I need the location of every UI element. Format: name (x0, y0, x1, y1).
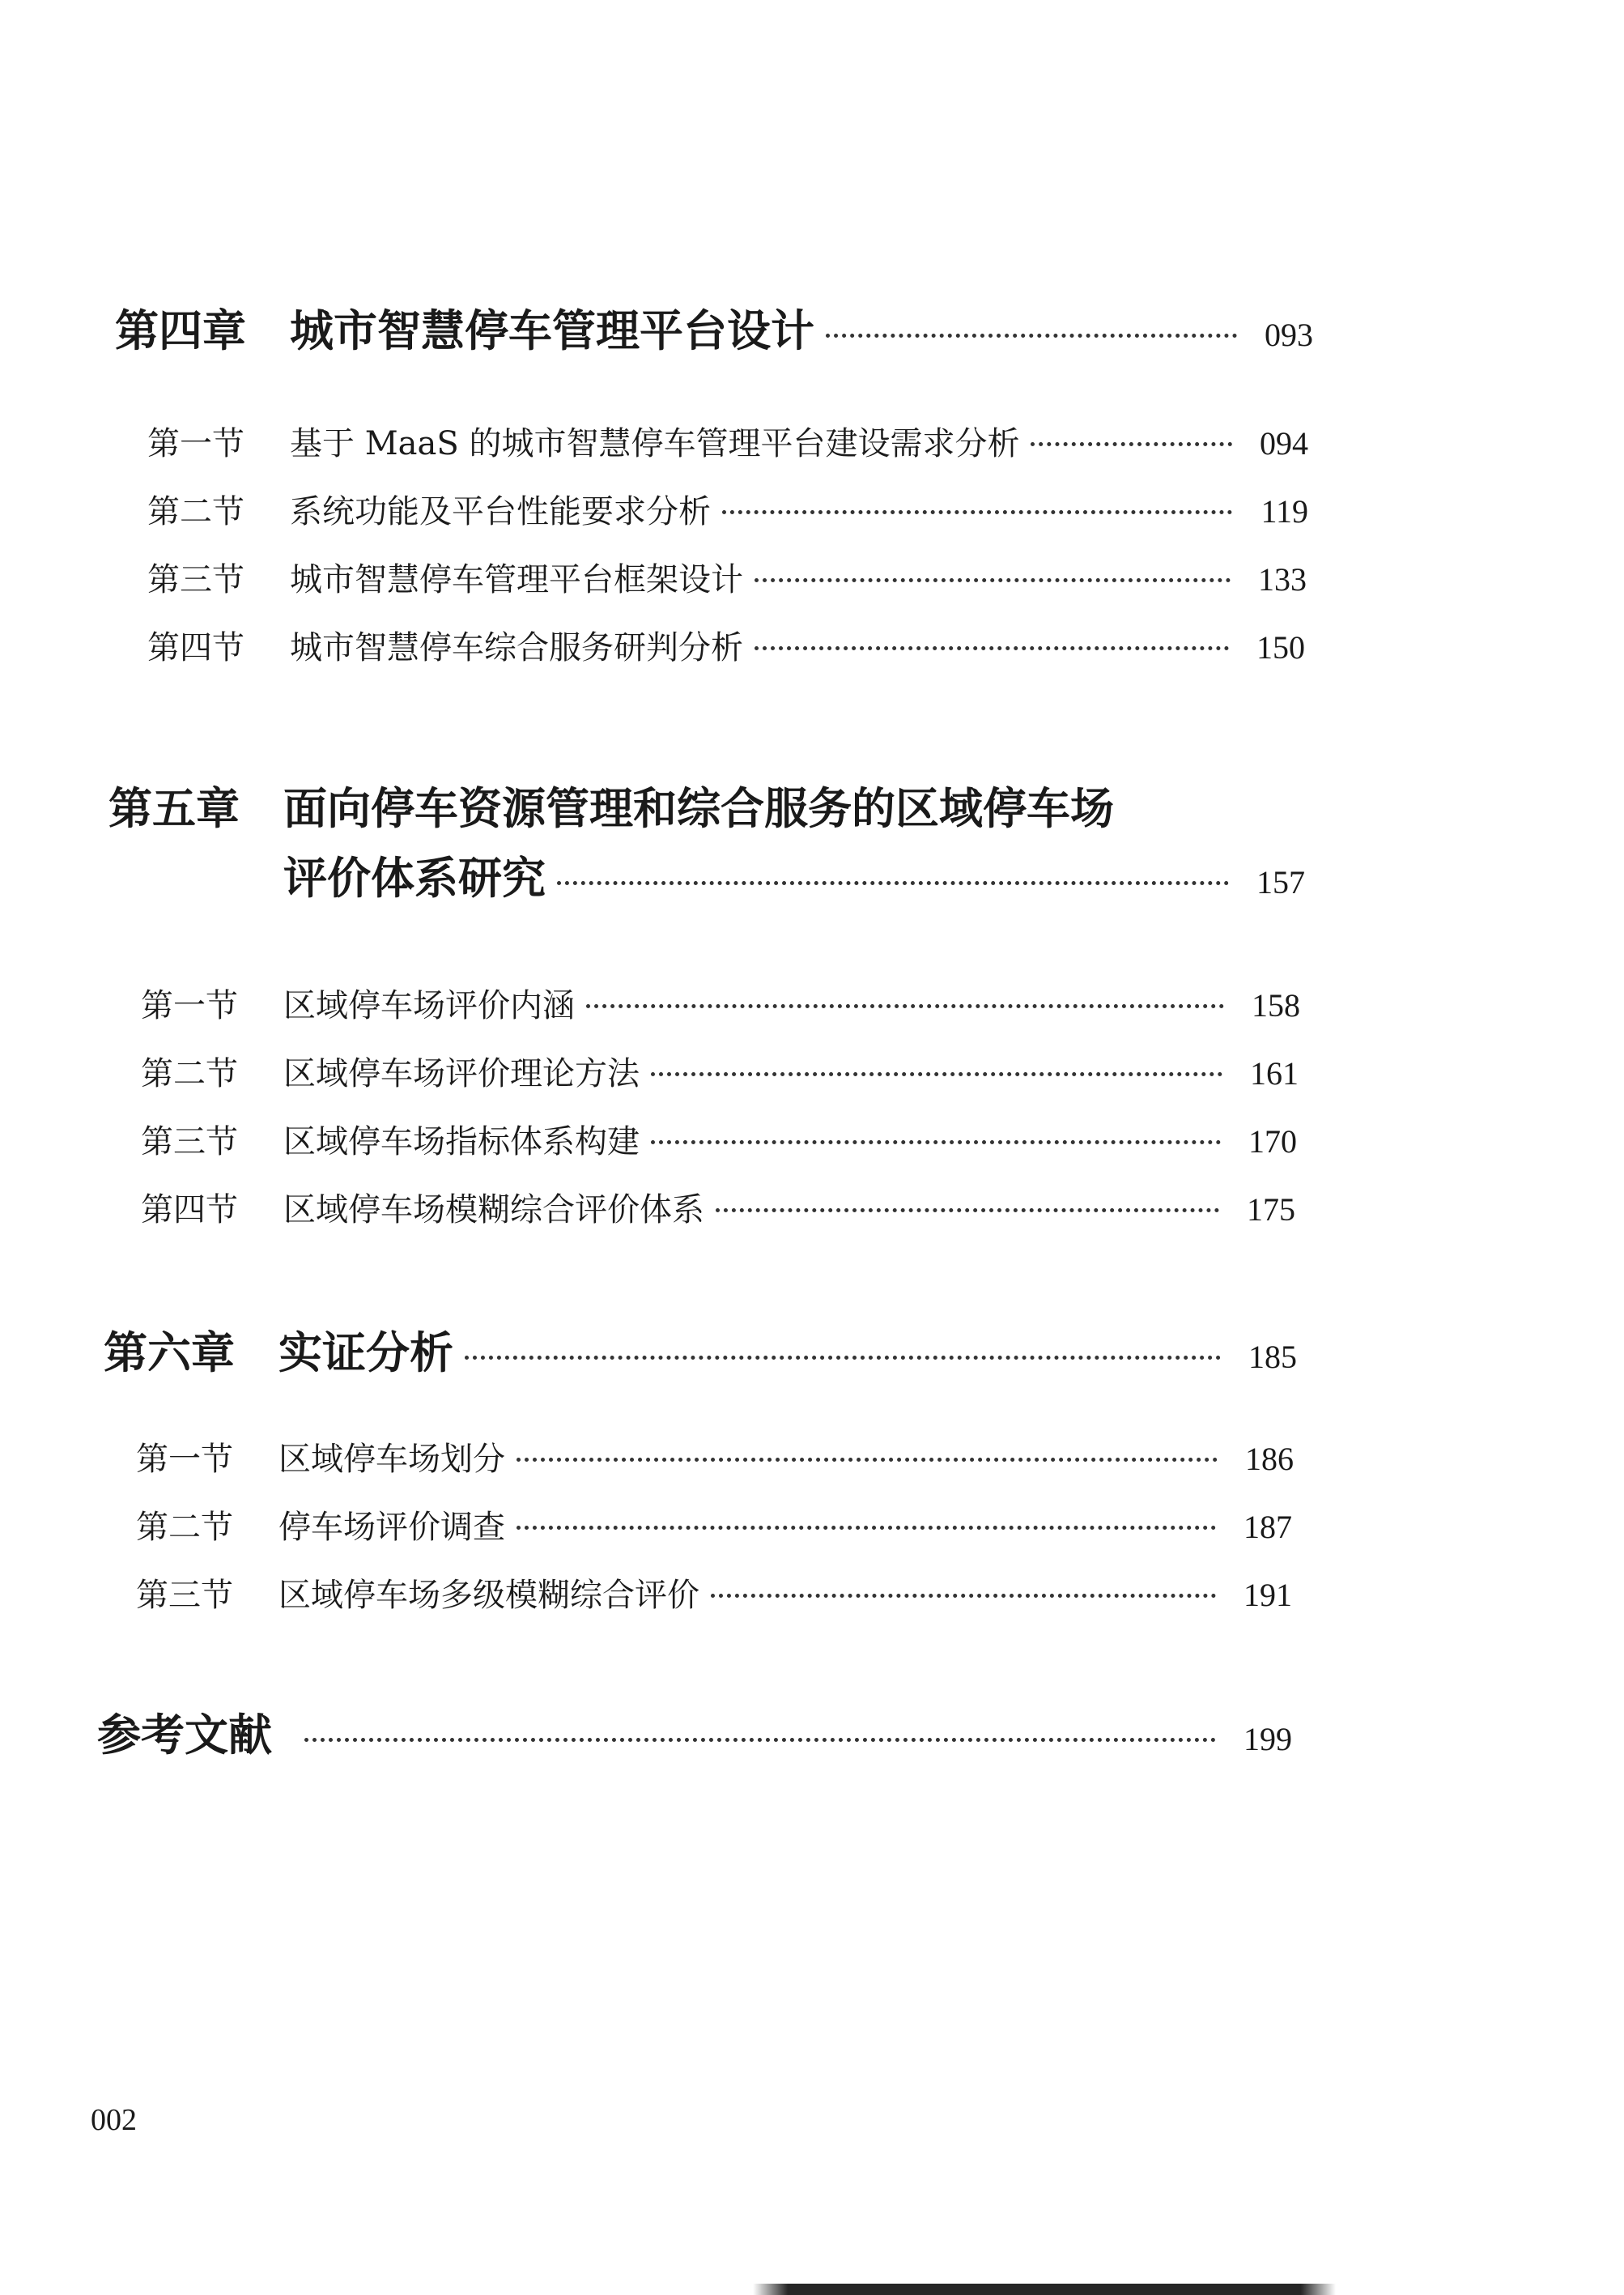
page-number: 186 (1245, 1441, 1294, 1477)
chapter-title-line2: 评价体系研究 (283, 852, 546, 904)
section-title: 基于 MaaS 的城市智慧停车管理平台建设需求分析 (290, 425, 1020, 462)
dot-leader (1031, 442, 1232, 446)
dot-leader (557, 881, 1229, 885)
section-title: 区域停车场多级模糊综合评价 (278, 1577, 699, 1614)
toc-section[interactable] (141, 1048, 1299, 1094)
toc-section[interactable] (147, 486, 1308, 532)
chapter-label: 第五章 (108, 782, 240, 834)
section-title: 城市智慧停车管理平台框架设计 (290, 561, 743, 598)
section-label: 第一节 (141, 987, 238, 1024)
section-label: 第四节 (147, 629, 244, 666)
toc-chapter-4[interactable] (115, 296, 1313, 359)
chapter-label: 第六章 (104, 1326, 235, 1378)
dot-leader (711, 1594, 1216, 1598)
toc-section[interactable] (141, 1116, 1297, 1162)
page-number: 157 (1256, 864, 1305, 901)
dot-leader (517, 1526, 1216, 1530)
toc-chapter-6[interactable] (104, 1318, 1297, 1381)
toc-section[interactable] (136, 1433, 1294, 1480)
toc-section[interactable] (136, 1501, 1292, 1548)
section-label: 第四节 (141, 1191, 238, 1228)
toc-section[interactable] (136, 1569, 1292, 1616)
toc-section[interactable] (147, 622, 1305, 668)
page-number: 199 (1244, 1721, 1292, 1757)
chapter-label: 第四章 (115, 304, 246, 356)
dot-leader (755, 646, 1229, 650)
page-number: 185 (1248, 1339, 1297, 1375)
page-number: 150 (1256, 629, 1305, 666)
page-number: 175 (1247, 1191, 1295, 1228)
section-label: 第三节 (136, 1577, 233, 1614)
chapter-title: 实证分析 (278, 1326, 453, 1378)
section-title: 区域停车场指标体系构建 (283, 1123, 640, 1160)
dot-leader (304, 1738, 1216, 1742)
section-title: 区域停车场划分 (278, 1441, 505, 1478)
page-number: 094 (1260, 425, 1308, 462)
chapter-title-line1: 面向停车资源管理和综合服务的区域停车场 (283, 782, 1114, 834)
toc-chapter-5-line2[interactable] (283, 844, 1305, 906)
page-number: 133 (1258, 561, 1307, 598)
page-number: 158 (1252, 987, 1300, 1024)
section-label: 第二节 (141, 1055, 238, 1092)
toc-section[interactable] (141, 1184, 1295, 1230)
toc-section[interactable] (147, 554, 1307, 600)
toc-section[interactable] (147, 418, 1308, 464)
dot-leader (651, 1072, 1222, 1076)
section-title: 区域停车场评价理论方法 (283, 1055, 640, 1092)
toc-section[interactable] (141, 980, 1300, 1026)
page-number: 119 (1261, 493, 1308, 530)
references-title: 参考文献 (97, 1709, 272, 1761)
section-title: 系统功能及平台性能要求分析 (290, 493, 711, 530)
page-number: 093 (1265, 317, 1313, 353)
section-title: 区域停车场评价内涵 (283, 987, 575, 1024)
dot-leader (716, 1208, 1219, 1212)
page-number: 191 (1244, 1577, 1292, 1613)
chapter-title: 城市智慧停车管理平台设计 (290, 304, 814, 356)
dot-leader (826, 334, 1237, 338)
section-label: 第三节 (147, 561, 244, 598)
section-label: 第一节 (147, 425, 244, 462)
dot-leader (586, 1004, 1224, 1008)
section-title: 停车场评价调查 (278, 1509, 505, 1546)
dot-leader (722, 510, 1232, 514)
toc-chapter-5-line1[interactable] (108, 774, 1114, 837)
toc-references[interactable] (97, 1701, 1292, 1763)
section-label: 第二节 (147, 493, 244, 530)
dot-leader (465, 1356, 1221, 1360)
section-title: 区域停车场模糊综合评价体系 (283, 1191, 704, 1228)
scan-edge-shadow (753, 2284, 1336, 2295)
section-label: 第一节 (136, 1441, 233, 1478)
page-number: 170 (1248, 1123, 1297, 1160)
dot-leader (755, 578, 1231, 582)
dot-leader (517, 1458, 1218, 1462)
section-label: 第二节 (136, 1509, 233, 1546)
page-number: 187 (1244, 1509, 1292, 1545)
dot-leader (651, 1140, 1221, 1144)
page-folio: 002 (91, 2103, 137, 2137)
section-label: 第三节 (141, 1123, 238, 1160)
page-number: 161 (1250, 1055, 1299, 1092)
section-title: 城市智慧停车综合服务研判分析 (290, 629, 743, 666)
